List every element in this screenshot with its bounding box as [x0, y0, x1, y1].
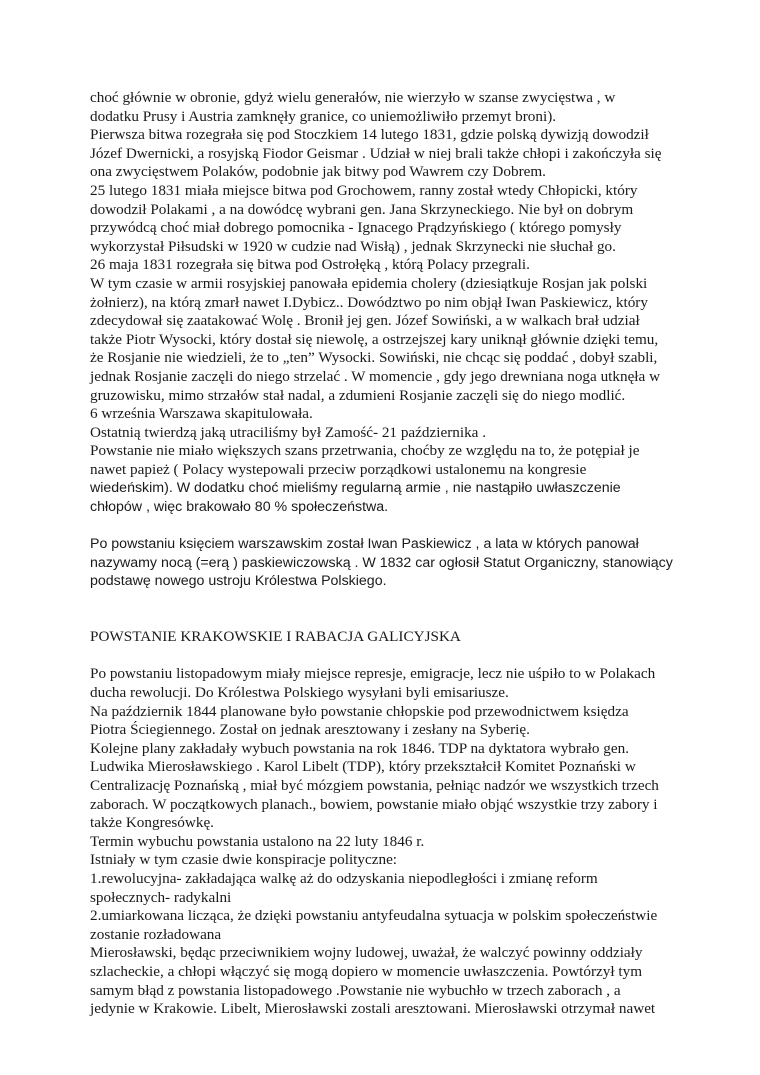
text-line: ona zwycięstwem Polaków, podobnie jak bitwy pod Wawrem czy Dobrem. — [90, 163, 546, 181]
text-line: jednak Rosjanie zaczęli do niego strzelać . W momencie , gdy jego drewniana noga utknęła w — [90, 367, 661, 385]
text-line: Ostatnią twierdzą jaką utraciliśmy był Zamość- 21 października . — [90, 423, 486, 441]
text-line: także Piotr Wysocki, który dostał się niewolę, a ostrzejszej kary uniknął głównie dzięki temu, — [90, 330, 659, 348]
text-line: Istniały w tym czasie dwie konspiracje polityczne: — [90, 851, 398, 869]
text-line: nawet papież ( Polacy wystepowali przeciw porządkowi ustalonemu na kongresie — [90, 460, 587, 478]
heading-text: POWSTANIE KRAKOWSKIE I RABACJA GALICYJSKA — [90, 628, 461, 646]
text-line: że Rosjanie nie wiedzieli, że to „ten” Wysocki. Sowiński, nie chcąc się poddać , dobył szabli, — [90, 349, 658, 367]
text-line: 26 maja 1831 rozegrała się bitwa pod Ostrołęką , którą Polacy przegrali. — [90, 256, 530, 274]
text-line: społecznych- radykalni — [90, 888, 232, 906]
text-line: chłopów , więc brakowało 80 % społeczeństwa. — [90, 499, 389, 516]
text-line: szlacheckie, a chłopi włączyć się mogą dopiero w momencie uwłaszczenia. Powtórzył tym — [90, 962, 643, 980]
text-line: samym błąd z powstania listopadowego .Powstanie nie wybuchło w trzech zaborach , a — [90, 981, 621, 999]
text-line: przywódcą choć miał dobrego pomocnika - Ignacego Prądzyńskiego ( którego pomysły — [90, 219, 622, 237]
text-line: Termin wybuchu powstania ustalono na 22 luty 1846 r. — [90, 832, 425, 850]
text-line: Po powstaniu listopadowym miały miejsce represje, emigracje, lecz nie uśpiło to w Polakach — [90, 665, 656, 683]
paragraph-uprising-battles — [90, 89, 680, 479]
text-line: podstawę nowego ustroju Królestwa Polskiego. — [90, 573, 387, 590]
text-line: W tym czasie w armii rosyjskiej panowała epidemia cholery (dziesiątkuje Rosjan jak polski — [90, 274, 648, 292]
section-heading — [90, 628, 680, 647]
text-line: nazywamy nocą (=erą ) paskiewiczowską . W 1832 car ogłosił Statut Organiczny, stanowiący — [90, 554, 673, 571]
text-line: Kolejne plany zakładały wybuch powstania na rok 1846. TDP na dyktatora wybrało gen. — [90, 739, 630, 757]
text-line: Józef Dwernicki, a rosyjską Fiodor Geismar . Udział w niej brali także chłopi i zakończyła się — [90, 144, 662, 162]
text-line: Ludwika Mierosławskiego . Karol Libelt (TDP), który przekształcił Komitet Poznański w — [90, 758, 636, 776]
text-line: wykorzystał Piłsudski w 1920 w cudzie nad Wisłą) , jednak Skrzynecki nie słuchał go. — [90, 237, 616, 255]
text-line: Mierosławski, będąc przeciwnikiem wojny ludowej, uważał, że walczyć powinny oddziały — [90, 944, 643, 962]
text-line: zdecydował się zaatakować Wolę . Bronił jej gen. Józef Sowiński, a w walkach brał udział — [90, 312, 640, 330]
text-line: zostanie rozładowana — [90, 925, 222, 943]
text-line: 25 lutego 1831 miała miejsce bitwa pod Grochowem, ranny został wtedy Chłopicki, który — [90, 181, 638, 199]
text-line: Na październik 1844 planowane było powstanie chłopskie pod przewodnictwem księdza — [90, 702, 629, 720]
text-line: także Kongresówkę. — [90, 814, 214, 832]
paragraph-paskiewicz-era — [90, 535, 680, 591]
text-line: Po powstaniu księciem warszawskim został Iwan Paskiewicz , a lata w których panował — [90, 536, 639, 553]
text-line: Centralizację Poznańską , miał być mózgiem powstania, pełniąc nadzór we wszystkich trzech — [90, 776, 659, 794]
paragraph-krakow-uprising — [90, 665, 680, 1018]
text-line: żołnierz), na którą zmarł nawet I.Dybicz.. Dowództwo po nim objął Iwan Paskiewicz, który — [90, 293, 648, 311]
text-line: Pierwsza bitwa rozegrała się pod Stoczkiem 14 lutego 1831, gdzie polską dywizją dowodził — [90, 126, 649, 144]
document-page — [90, 89, 680, 1019]
paragraph-spacer — [90, 647, 680, 666]
text-line: zaborach. W początkowych planach., bowiem, powstanie miało objąć wszystkie trzy zabory i — [90, 795, 658, 813]
text-line: 2.umiarkowana licząca, że dzięki powstaniu antyfeudalna sytuacja w polskim społeczeństwie — [90, 907, 658, 925]
paragraph-spacer — [90, 517, 680, 536]
text-line: 6 września Warszawa skapitulowała. — [90, 405, 313, 423]
text-line: dodatku Prusy i Austria zamknęły granice, co uniemożliwiło przemyt broni). — [90, 107, 557, 125]
text-line: 1.rewolucyjna- zakładająca walkę aż do odzyskania niepodległości i zmianę reform — [90, 869, 598, 887]
section-spacer — [90, 591, 680, 628]
text-line: wiedeńskim). W dodatku choć mieliśmy regularną armie , nie nastąpiło uwłaszczenie — [90, 480, 621, 497]
text-line: choć głównie w obronie, gdyż wielu generałów, nie wierzyło w szanse zwycięstwa , w — [90, 89, 616, 106]
text-line: gruzowisku, mimo strzałów stał nadal, a zdumieni Rosjanie zaczęli się do niego modlić. — [90, 386, 626, 404]
text-line: jedynie w Krakowie. Libelt, Mierosławski zostali aresztowani. Mierosławski otrzymał nawet — [90, 1000, 656, 1018]
text-line: dowodził Polakami , a na dowódcę wybrani gen. Jana Skrzyneckiego. Nie był on dobrym — [90, 200, 634, 218]
text-line: ducha rewolucji. Do Królestwa Polskiego wysyłani byli emisariusze. — [90, 684, 509, 701]
text-line: Powstanie nie miało większych szans przetrwania, choćby ze względu na to, że potępiał je — [90, 442, 640, 460]
paragraph-regular-army — [90, 479, 680, 516]
text-line: Piotra Ściegiennego. Został on jednak aresztowany i zesłany na Syberię. — [90, 721, 530, 739]
